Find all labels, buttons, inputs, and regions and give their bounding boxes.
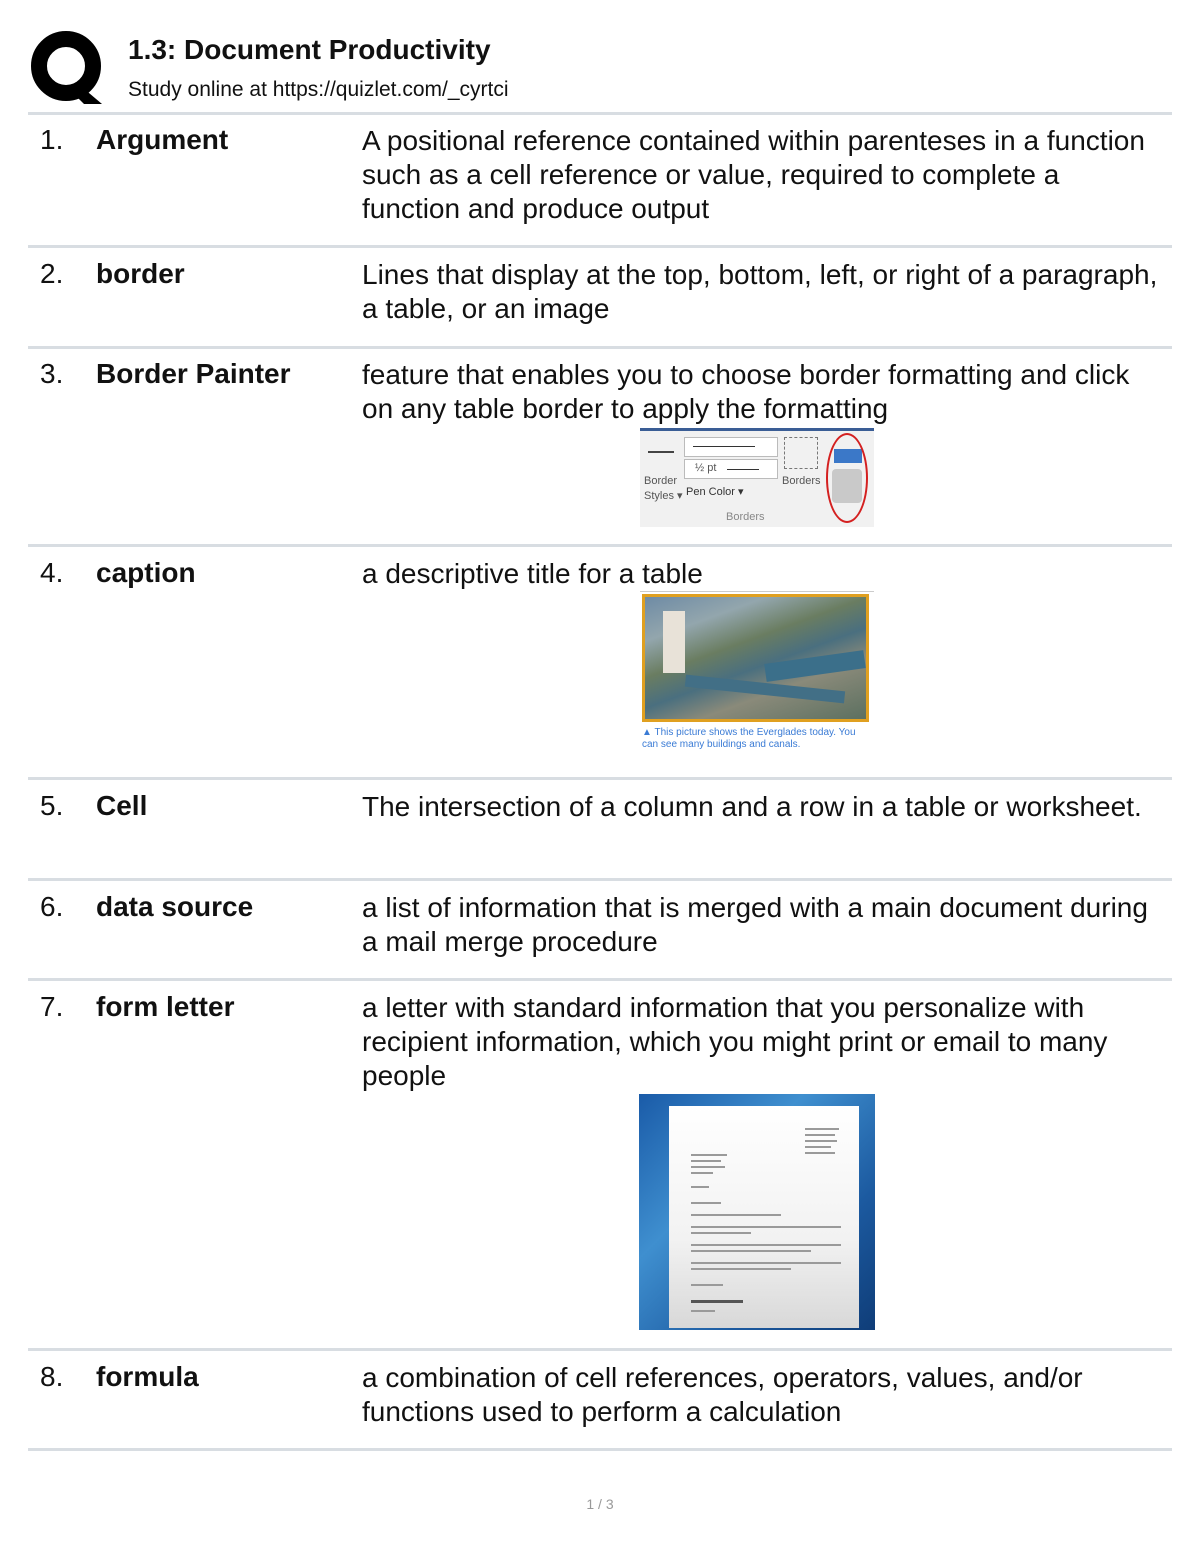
term: formula xyxy=(96,1361,199,1392)
canal xyxy=(764,650,866,682)
form-letter-image xyxy=(639,1094,875,1330)
study-link[interactable]: Study online at https://quizlet.com/_cyrtci xyxy=(128,78,509,101)
divider xyxy=(28,1448,1172,1451)
term: Cell xyxy=(96,790,148,821)
definition: Lines that display at the top, bottom, left, or right of a paragraph, a table, or an image xyxy=(362,259,1158,324)
divider xyxy=(28,777,1172,780)
definition: A positional reference contained within parenteses in a function such as a cell reference or value, required to complete a function and produce output xyxy=(362,125,1145,224)
border-styles-label: Border xyxy=(644,475,678,487)
row-number: 4. xyxy=(40,557,64,588)
line-style-icon xyxy=(648,451,674,453)
definition: a descriptive title for a table xyxy=(362,558,703,589)
line-weight-dropdown xyxy=(684,459,778,479)
borders-ribbon-image xyxy=(640,428,874,527)
term: Border Painter xyxy=(96,358,291,389)
definition: feature that enables you to choose border formatting and click on any table border to apply the formatting xyxy=(362,359,1130,424)
borders-label: Borders xyxy=(782,475,821,487)
borders-grid-icon xyxy=(784,437,818,469)
term: form letter xyxy=(96,991,235,1022)
row-number: 6. xyxy=(40,891,64,922)
border-styles-label-2: Styles ▾ xyxy=(644,490,683,502)
definition: a letter with standard information that you personalize with recipient information, which you might print or email to many people xyxy=(362,992,1108,1091)
header xyxy=(28,28,1172,112)
divider xyxy=(28,346,1172,349)
definition: a list of information that is merged with a main document during a mail merge procedure xyxy=(362,892,1148,957)
row-number: 1. xyxy=(40,124,64,155)
row-number: 3. xyxy=(40,358,64,389)
divider xyxy=(28,112,1172,115)
quizlet-logo-icon xyxy=(30,30,106,106)
photo-caption: ▲ This picture shows the Everglades today. You can see many buildings and canals. xyxy=(642,727,856,750)
line-weight-label: ½ pt xyxy=(695,462,717,474)
term: border xyxy=(96,258,185,289)
row-number: 2. xyxy=(40,258,64,289)
page-title: 1.3: Document Productivity xyxy=(128,34,491,65)
divider xyxy=(28,544,1172,547)
borders-group-label: Borders xyxy=(726,511,765,523)
term: Argument xyxy=(96,124,229,155)
row-number: 8. xyxy=(40,1361,64,1392)
divider xyxy=(28,978,1172,981)
line-style-dropdown xyxy=(684,437,778,457)
row-number: 5. xyxy=(40,790,64,821)
letter-paper xyxy=(669,1106,859,1328)
row-number: 7. xyxy=(40,991,64,1022)
divider xyxy=(28,1348,1172,1351)
tower-building xyxy=(663,611,685,673)
divider xyxy=(28,245,1172,248)
definition: The intersection of a column and a row in a table or worksheet. xyxy=(362,791,1142,822)
pen-color-label: Pen Color ▾ xyxy=(686,486,744,498)
term: caption xyxy=(96,557,196,588)
table-top-border xyxy=(640,591,874,592)
term: data source xyxy=(96,891,254,922)
canal xyxy=(685,675,845,704)
page-number: 1 / 3 xyxy=(586,1496,614,1512)
highlight-circle xyxy=(826,433,868,523)
divider xyxy=(28,878,1172,881)
everglades-photo xyxy=(642,594,869,722)
definition: a combination of cell references, operators, values, and/or functions used to perform a calculation xyxy=(362,1362,1083,1427)
